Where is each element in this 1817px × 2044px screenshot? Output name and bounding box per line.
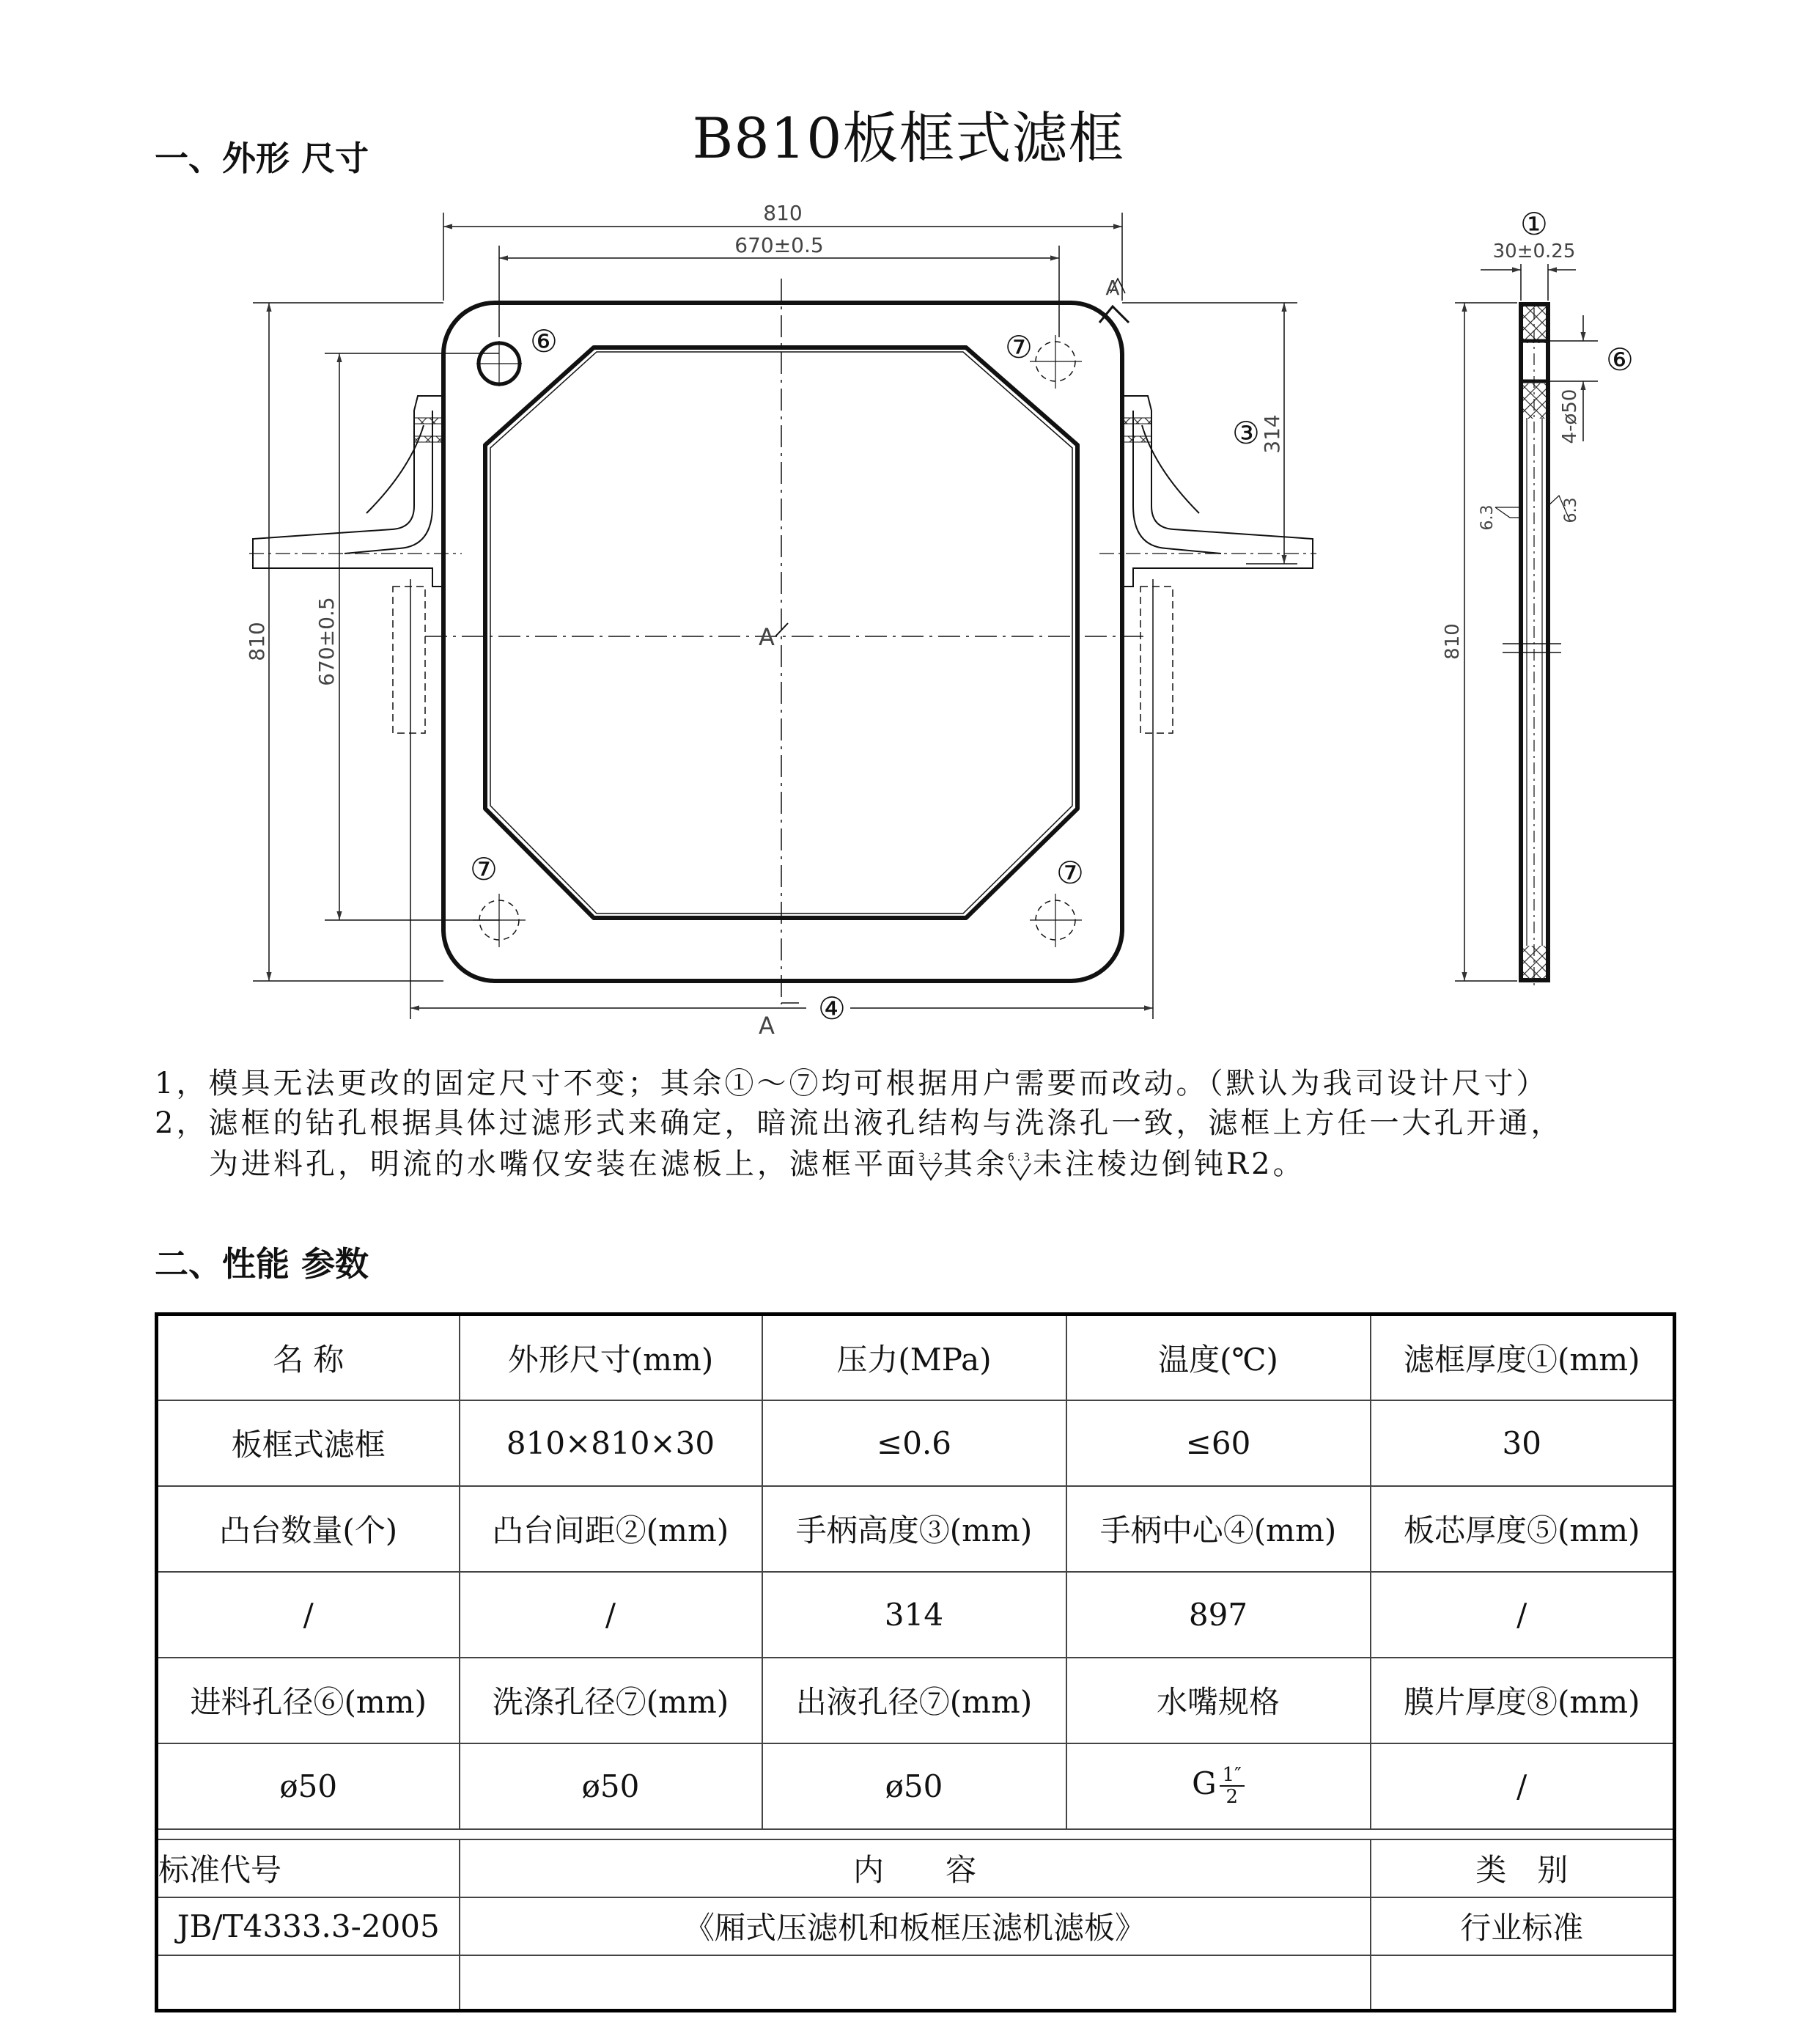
callout-feed-hole: ⑥ — [530, 323, 558, 359]
callout-wash-hole-br: ⑦ — [1056, 855, 1084, 891]
dim-side-height: 810 — [1442, 623, 1464, 660]
table-cell: / — [1371, 1743, 1675, 1829]
note-text-mid: 其余 — [943, 1147, 1008, 1181]
document-title: B810板框式滤框 — [692, 106, 1125, 171]
dim-overall-height: 810 — [245, 622, 269, 661]
roughness-symbol-6-3 — [1008, 1152, 1033, 1181]
standard-header-category: 类 别 — [1371, 1839, 1675, 1897]
table-cell: / — [460, 1572, 762, 1658]
standard-category — [1371, 1955, 1675, 2011]
table-header-cell: 水嘴规格 — [1066, 1658, 1371, 1743]
section-mark-top: A — [1105, 276, 1120, 300]
table-cell: 314 — [762, 1572, 1066, 1658]
standard-header-content: 内 容 — [460, 1839, 1371, 1897]
standard-header-code: 标准代号 — [157, 1839, 460, 1897]
section-mark-bottom: A — [759, 1012, 775, 1040]
dim-handle-height: 314 — [1260, 414, 1284, 454]
dim-overall-width: 810 — [763, 201, 803, 225]
table-cell: / — [1371, 1572, 1675, 1658]
svg-text:3.2: 3.2 — [918, 1152, 943, 1163]
standard-code — [157, 1955, 460, 2011]
svg-text:6.3: 6.3 — [1008, 1152, 1033, 1163]
callout-side-feed-hole: ⑥ — [1606, 342, 1634, 378]
fraction: $\frac{1''}{2}$ — [1220, 1765, 1245, 1807]
section-mark-center: A — [759, 623, 775, 651]
table-row — [157, 1315, 1675, 1400]
table-header-cell: 手柄高度③(mm) — [762, 1486, 1066, 1572]
table-cell: ø50 — [157, 1743, 460, 1829]
callout-thickness: ① — [1520, 206, 1548, 242]
table-header-cell: 膜片厚度⑧(mm) — [1371, 1658, 1675, 1743]
note-2: 2，滤框的钻孔根据具体过滤形式来确定，暗流出液孔结构与洗涤孔一致，滤框上方任一大孔开通， — [155, 1106, 1563, 1140]
table-cell: 30 — [1371, 1400, 1675, 1486]
dim-holes: 4-ø50 — [1559, 389, 1581, 444]
table-header-cell: 温度(℃) — [1066, 1315, 1371, 1400]
section-heading-dimensions: 一、外形 尺寸 — [155, 139, 369, 178]
roughness-right: 6.3 — [1562, 497, 1580, 523]
table-header-cell: 手柄中心④(mm) — [1066, 1486, 1371, 1572]
table-header-cell: 名 称 — [157, 1315, 460, 1400]
note-2-continued — [209, 1141, 1305, 1183]
table-cell: / — [157, 1572, 460, 1658]
dim-inner-width: 670±0.5 — [734, 233, 824, 257]
table-row — [157, 1743, 1675, 1829]
callout-handle-height: ③ — [1232, 415, 1260, 451]
standard-header-row — [157, 1839, 1675, 1897]
table-header-cell: 凸台间距②(mm) — [460, 1486, 762, 1572]
table-cell: 810×810×30 — [460, 1400, 762, 1486]
table-spacer — [157, 1829, 1675, 1839]
callout-wash-hole-tr: ⑦ — [1005, 329, 1033, 365]
note-text-suffix: 未注棱边倒钝R2。 — [1033, 1147, 1305, 1181]
table-cell: ø50 — [460, 1743, 762, 1829]
table-header-cell: 板芯厚度⑤(mm) — [1371, 1486, 1675, 1572]
standard-content: 《厢式压滤机和板框压滤机滤板》 — [460, 1897, 1371, 1955]
table-header-cell: 进料孔径⑥(mm) — [157, 1658, 460, 1743]
table-row — [157, 1658, 1675, 1743]
note-text: 为进料孔，明流的水嘴仅安装在滤板上，滤框平面 — [209, 1147, 918, 1181]
table-cell: 897 — [1066, 1572, 1371, 1658]
water-nozzle-spec: G $\frac{1''}{2}$ — [1066, 1743, 1371, 1829]
dim-thickness: 30±0.25 — [1492, 240, 1576, 262]
table-header-cell: 外形尺寸(mm) — [460, 1315, 762, 1400]
table-row — [157, 1486, 1675, 1572]
front-view — [249, 213, 1316, 1019]
standard-row-empty — [157, 1955, 1675, 2011]
callout-wash-hole-bl: ⑦ — [470, 851, 498, 887]
table-row — [157, 1400, 1675, 1486]
table-cell: ø50 — [762, 1743, 1066, 1829]
table-header-cell: 滤框厚度①(mm) — [1371, 1315, 1675, 1400]
dim-inner-height: 670±0.5 — [314, 597, 339, 686]
standard-category: 行业标准 — [1371, 1897, 1675, 1955]
standard-content — [460, 1955, 1371, 2011]
table-cell: 板框式滤框 — [157, 1400, 460, 1486]
table-header-cell: 洗涤孔径⑦(mm) — [460, 1658, 762, 1743]
table-header-cell: 凸台数量(个) — [157, 1486, 460, 1572]
callout-handle-center: ④ — [818, 990, 846, 1026]
table-header-cell: 出液孔径⑦(mm) — [762, 1658, 1066, 1743]
roughness-left: 6.3 — [1478, 504, 1497, 531]
side-view — [1455, 264, 1598, 986]
table-row — [157, 1572, 1675, 1658]
table-cell: ≤0.6 — [762, 1400, 1066, 1486]
table-header-cell: 压力(MPa) — [762, 1315, 1066, 1400]
standard-row — [157, 1897, 1675, 1955]
standard-code: JB/T4333.3-2005 — [157, 1897, 460, 1955]
roughness-symbol-3-2 — [918, 1152, 943, 1181]
note-1: 1，模具无法更改的固定尺寸不变；其余①～⑦均可根据用户需要而改动。（默认为我司设计尺寸） — [155, 1067, 1549, 1100]
spec-table — [155, 1312, 1676, 2012]
table-cell: ≤60 — [1066, 1400, 1371, 1486]
section-heading-parameters: 二、性能 参数 — [155, 1244, 369, 1284]
